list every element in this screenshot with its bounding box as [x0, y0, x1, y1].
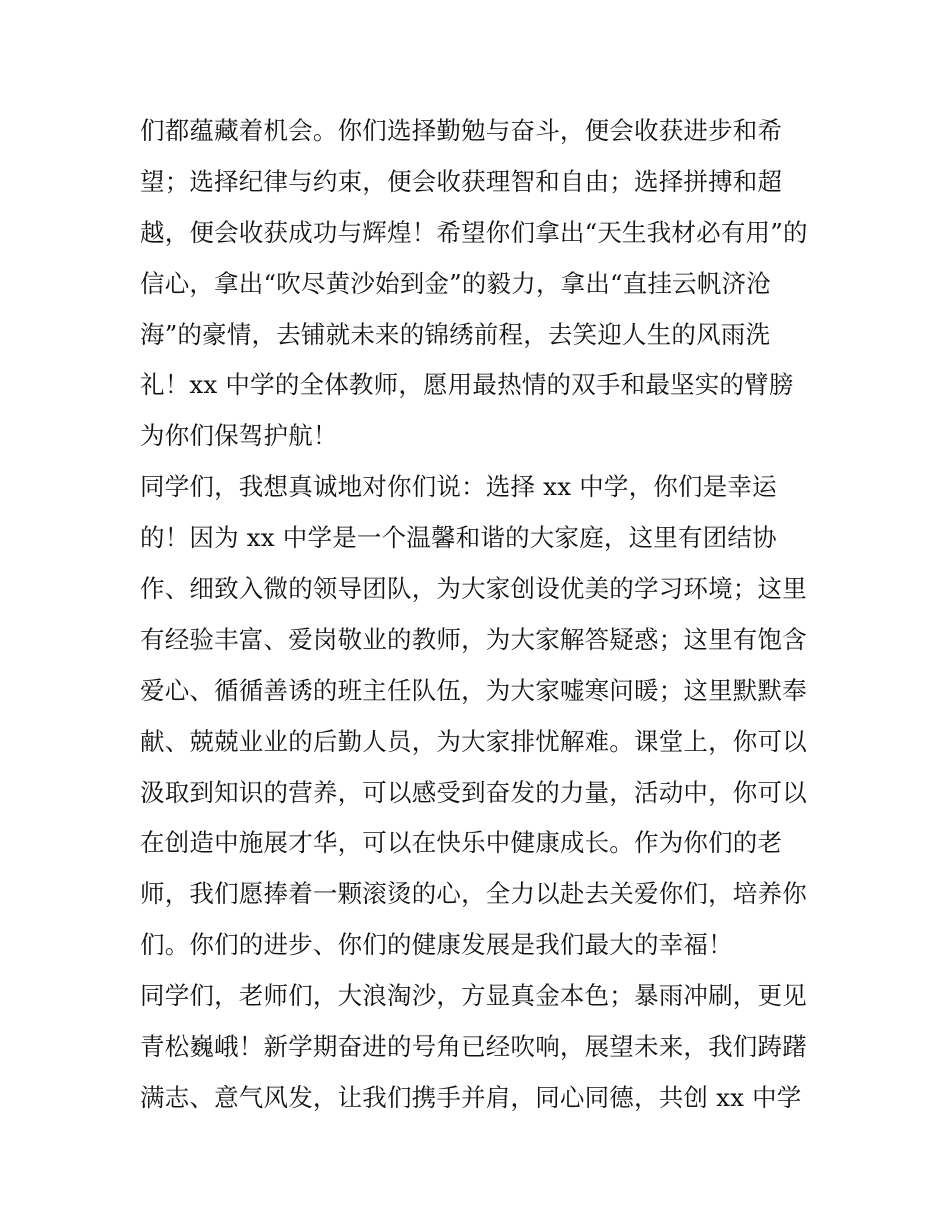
text-line: 汲取到知识的营养，可以感受到奋发的力量，活动中，你可以 [140, 777, 807, 807]
text-line: 爱心、循循善诱的班主任队伍，为大家嘘寒问暖；这里默默奉 [140, 675, 807, 705]
text-line: 们。你们的进步、你们的健康发展是我们最大的幸福！ [140, 930, 733, 960]
text-line: 礼！xx 中学的全体教师，愿用最热情的双手和最坚实的臂膀 [140, 370, 794, 400]
text-line: 越，便会收获成功与辉煌！希望你们拿出“天生我材必有用”的 [140, 217, 808, 247]
text-line: 信心，拿出“吹尽黄沙始到金”的毅力，拿出“直挂云帆济沧 [140, 268, 771, 298]
text-line: 海”的豪情，去铺就未来的锦绣前程，去笑迎人生的风雨洗 [140, 319, 771, 349]
text-line: 们都蕴藏着机会。你们选择勤勉与奋斗，便会收获进步和希 [140, 116, 783, 145]
text-line: 青松巍峨！新学期奋进的号角已经吹响，展望未来，我们踌躇 [140, 1032, 807, 1062]
text-line: 为你们保驾护航！ [140, 421, 338, 451]
text-line: 作、细致入微的领导团队，为大家创设优美的学习环境；这里 [140, 574, 807, 604]
text-line: 的！因为 xx 中学是一个温馨和谐的大家庭，这里有团结协 [140, 523, 777, 553]
document-body [140, 106, 830, 1124]
text-line: 同学们，老师们，大浪淘沙，方显真金本色；暴雨冲刷，更见 [140, 981, 807, 1011]
text-line: 望；选择纪律与约束，便会收获理智和自由；选择拼搏和超 [140, 166, 783, 196]
text-line: 在创造中施展才华，可以在快乐中健康成长。作为你们的老 [140, 828, 783, 858]
text-line: 满志、意气风发，让我们携手并肩，同心同德，共创 xx 中学 [140, 1082, 802, 1112]
text-line: 有经验丰富、爱岗敬业的教师，为大家解答疑惑；这里有饱含 [140, 624, 807, 654]
text-line: 同学们，我想真诚地对你们说：选择 xx 中学，你们是幸运 [140, 472, 777, 502]
text-line: 献、兢兢业业的后勤人员，为大家排忧解难。课堂上，你可以 [140, 726, 807, 756]
text-line: 师，我们愿捧着一颗滚烫的心，全力以赴去关爱你们，培养你 [140, 879, 807, 909]
